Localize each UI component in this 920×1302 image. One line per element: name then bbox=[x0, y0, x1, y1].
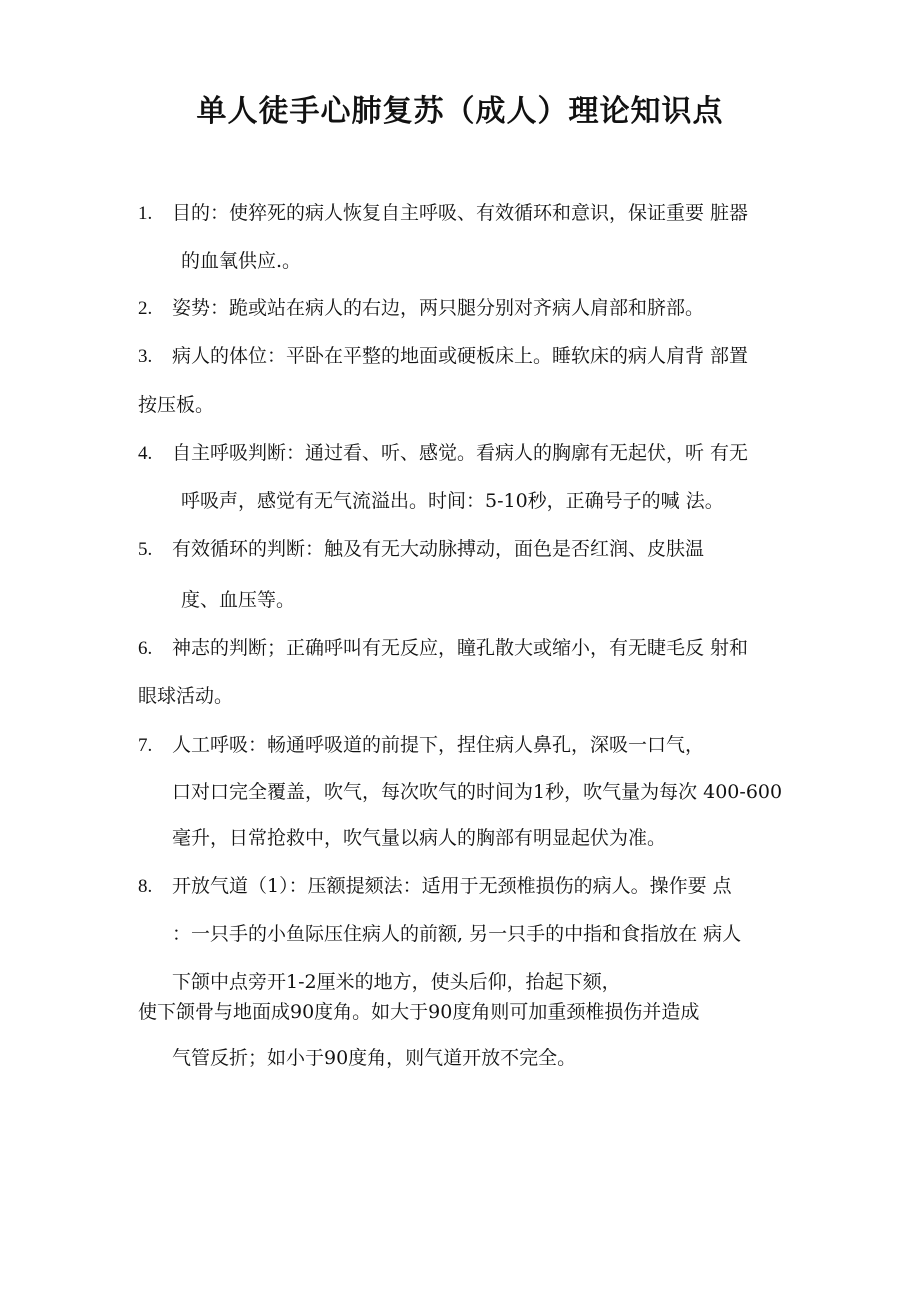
item-8-text-3: 下颌中点旁开1-2厘米的地方，使头后仰，抬起下颏， bbox=[172, 971, 621, 993]
item-5-line-1 bbox=[138, 537, 704, 562]
item-3-text-1: 病人的体位：平卧在平整的地面或硬板床上。睡软床的病人肩背 部置 bbox=[172, 345, 749, 367]
item-2-line-1 bbox=[138, 296, 704, 321]
item-8-line-1 bbox=[138, 874, 732, 899]
item-2-number: 2. bbox=[138, 298, 153, 319]
item-7-line-1 bbox=[138, 733, 704, 758]
item-7-number: 7. bbox=[138, 735, 153, 756]
item-5-text-2: 度、血压等。 bbox=[181, 589, 296, 611]
item-8-number: 8. bbox=[138, 876, 153, 897]
item-6-text-2: 眼球活动。 bbox=[138, 685, 234, 707]
page-title: 单人徒手心肺复苏（成人）理论知识点 bbox=[196, 94, 724, 129]
item-1-text-2: 的血氧供应.。 bbox=[181, 250, 302, 272]
item-3-number: 3. bbox=[138, 346, 153, 367]
item-8-text-1: 开放气道（1）：压额提颏法：适用于无颈椎损伤的病人。操作要 点 bbox=[172, 875, 732, 897]
item-8-text-5: 气管反折；如小于90度角，则气道开放不完全。 bbox=[172, 1047, 577, 1069]
item-8-text-2: ：一只手的小鱼际压住病人的前额, 另一只手的中指和食指放在 病人 bbox=[172, 923, 742, 945]
item-8-text-4: 使下颌骨与地面成90度角。如大于90度角则可加重颈椎损伤并造成 bbox=[138, 1001, 700, 1023]
item-4-number: 4. bbox=[138, 443, 153, 464]
item-4-line-1 bbox=[138, 441, 748, 466]
item-5-number: 5. bbox=[138, 539, 153, 560]
item-5-text-1: 有效循环的判断：触及有无大动脉搏动，面色是否红润、皮肤温 bbox=[172, 538, 705, 560]
item-4-text-2: 呼吸声，感觉有无气流溢出。时间：5-10秒，正确号子的喊 法。 bbox=[181, 490, 724, 512]
item-7-text-2: 口对口完全覆盖，吹气，每次吹气的时间为1秒，吹气量为每次 400-600 bbox=[172, 781, 783, 803]
item-7-text-1: 人工呼吸：畅通呼吸道的前提下，捏住病人鼻孔，深吸一口气， bbox=[172, 734, 705, 756]
item-6-text-1: 神志的判断；正确呼叫有无反应，瞳孔散大或缩小，有无睫毛反 射和 bbox=[172, 637, 749, 659]
item-6-number: 6. bbox=[138, 638, 153, 659]
item-7-text-3: 毫升，日常抢救中，吹气量以病人的胸部有明显起伏为准。 bbox=[172, 827, 667, 849]
item-1-text-1: 目的：使猝死的病人恢复自主呼吸、有效循环和意识，保证重要 脏器 bbox=[172, 202, 749, 224]
item-6-line-1 bbox=[138, 636, 748, 661]
item-3-text-2: 按压板。 bbox=[138, 394, 215, 416]
item-1-line-1 bbox=[138, 201, 748, 226]
item-3-line-1 bbox=[138, 344, 748, 369]
item-4-text-1: 自主呼吸判断：通过看、听、感觉。看病人的胸廓有无起伏，听 有无 bbox=[172, 442, 749, 464]
item-2-text-1: 姿势：跪或站在病人的右边，两只腿分别对齐病人肩部和脐部。 bbox=[172, 297, 705, 319]
item-1-number: 1. bbox=[138, 203, 153, 224]
